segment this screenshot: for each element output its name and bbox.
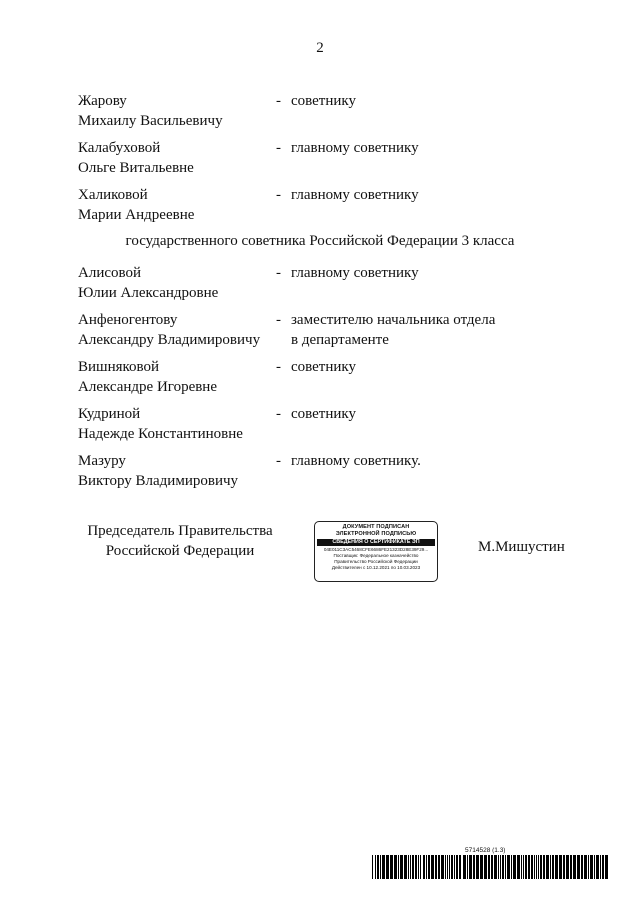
person-name (78, 91, 276, 131)
person-given-names: Юлии Александровне (78, 285, 219, 301)
position-title (291, 357, 578, 397)
stamp-line2: ЭЛЕКТРОННОЙ ПОДПИСЬЮ (335, 531, 417, 537)
appointment-entry (78, 185, 578, 225)
person-name (78, 451, 276, 491)
electronic-signature-stamp (314, 521, 438, 582)
signer-name: М.Мишустин (478, 539, 565, 555)
appointment-entry (78, 138, 578, 178)
rank-heading: государственного советника Российской Федерации 3 класса (125, 233, 515, 249)
page-number: 2 (316, 40, 324, 56)
appointment-entry (78, 404, 578, 444)
person-surname: Халиковой (78, 187, 148, 203)
person-surname: Анфеногентову (78, 312, 178, 328)
separator-dash: - (276, 265, 281, 281)
appointment-entry (78, 91, 578, 131)
position-line2: в департаменте (291, 332, 389, 348)
person-surname: Жарову (78, 93, 127, 109)
stamp-issuer-line2: Правительство Российской Федерации (334, 559, 418, 564)
person-surname: Мазуру (78, 453, 126, 469)
appointment-entry (78, 310, 578, 350)
appointment-entry (78, 451, 578, 491)
person-given-names: Ольге Витальевне (78, 160, 194, 176)
position-line1: советнику (291, 406, 356, 422)
signatory-title (78, 521, 282, 561)
person-name (78, 310, 276, 350)
signatory-title-line2: Российской Федерации (105, 543, 255, 559)
position-title (291, 310, 578, 350)
person-given-names: Марии Андреевне (78, 207, 195, 223)
position-title (291, 404, 578, 444)
appointment-entry (78, 357, 578, 397)
position-line1: советнику (291, 359, 356, 375)
person-surname: Вишняковой (78, 359, 160, 375)
separator-dash: - (276, 140, 281, 156)
person-surname: Калабуховой (78, 140, 161, 156)
person-given-names: Александре Игоревне (78, 379, 217, 395)
position-line1: главному советнику. (291, 453, 421, 469)
stamp-valid: Действителен с 10.12.2021 по 10.03.2023 (331, 565, 421, 570)
barcode-icon (372, 855, 608, 879)
position-line1: главному советнику (291, 187, 419, 203)
position-title (291, 185, 578, 225)
person-name (78, 185, 276, 225)
position-line1: советнику (291, 93, 356, 109)
position-title (291, 138, 578, 178)
signatory-title-line1: Председатель Правительства (87, 523, 273, 539)
person-surname: Алисовой (78, 265, 142, 281)
stamp-issuer-line1: Поставщик: Федеральное казначейство (333, 553, 419, 558)
separator-dash: - (276, 453, 281, 469)
person-name (78, 138, 276, 178)
person-name (78, 263, 276, 303)
position-title (291, 91, 578, 131)
position-line1: главному советнику (291, 140, 419, 156)
stamp-bar: СВЕДЕНИЯ О СЕРТИФИКАТЕ ЭП (317, 539, 435, 546)
stamp-line1: ДОКУМЕНТ ПОДПИСАН (342, 524, 410, 530)
person-name (78, 357, 276, 397)
position-title (291, 263, 578, 303)
separator-dash: - (276, 187, 281, 203)
person-name (78, 404, 276, 444)
position-line1: главному советнику (291, 265, 419, 281)
stamp-cert: 04E011C3AC5468CFE6686FE21323D28E39F29... (323, 547, 429, 552)
separator-dash: - (276, 312, 281, 328)
position-title (291, 451, 578, 491)
separator-dash: - (276, 406, 281, 422)
separator-dash: - (276, 359, 281, 375)
person-given-names: Надежде Константиновне (78, 426, 243, 442)
person-given-names: Михаилу Васильевичу (78, 113, 223, 129)
document-code: 5714528 (1.3) (465, 847, 506, 854)
appointment-entry (78, 263, 578, 303)
position-line1: заместителю начальника отдела (291, 312, 496, 328)
separator-dash: - (276, 93, 281, 109)
person-given-names: Виктору Владимировичу (78, 473, 239, 489)
person-given-names: Александру Владимировичу (78, 332, 261, 348)
person-surname: Кудриной (78, 406, 141, 422)
